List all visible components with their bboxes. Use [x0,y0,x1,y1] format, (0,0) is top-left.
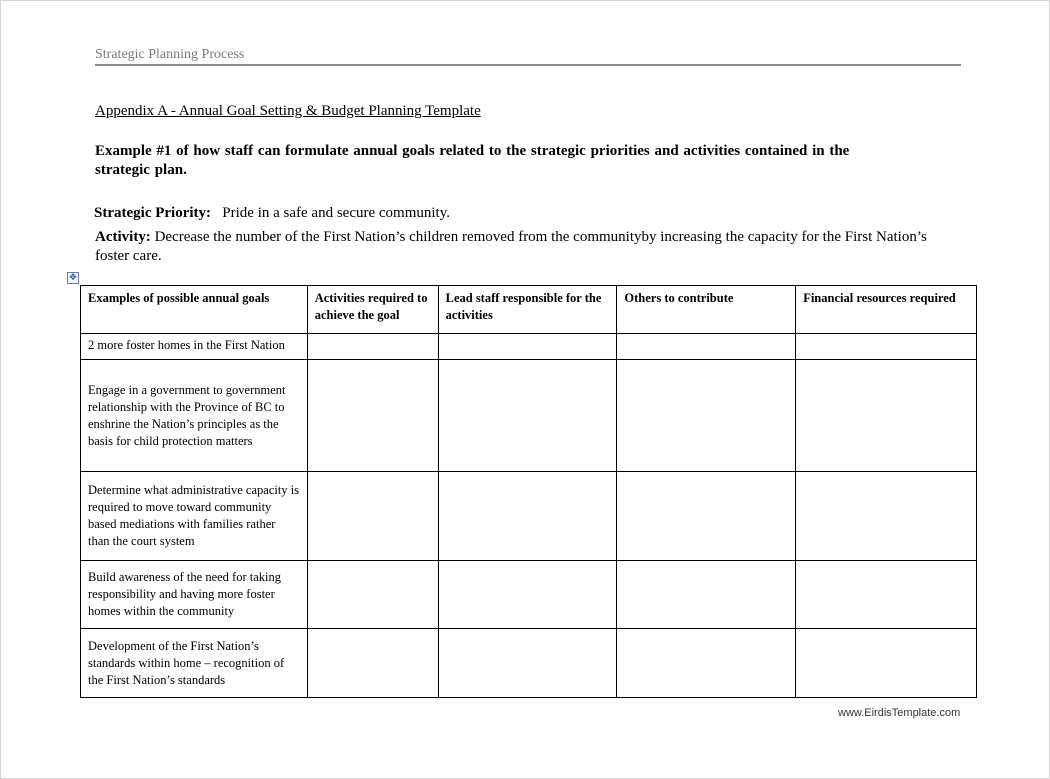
others-cell[interactable] [617,472,796,561]
financial-cell[interactable] [796,561,977,629]
activity [95,228,935,266]
footer-url: www.EirdisTemplate.com [838,707,961,719]
goal-cell[interactable]: Engage in a government to government relationship with the Province of BC to enshrine the Nation’s principles as the basis for child protection matters [81,360,308,472]
column-header-lead-staff: Lead staff responsible for the activities [438,286,617,334]
activities-cell[interactable] [307,472,438,561]
others-cell[interactable] [617,334,796,360]
column-header-activities: Activities required to achieve the goal [307,286,438,334]
others-cell[interactable] [617,561,796,629]
header-rule [95,64,961,66]
table-row [81,629,977,698]
activities-cell[interactable] [307,561,438,629]
table-row [81,360,977,472]
document-header-title: Strategic Planning Process [95,47,245,62]
financial-cell[interactable] [796,334,977,360]
goal-cell[interactable]: Build awareness of the need for taking responsibility and having more foster homes within the community [81,561,308,629]
column-header-goals: Examples of possible annual goals [81,286,308,334]
financial-cell[interactable] [796,360,977,472]
financial-cell[interactable] [796,472,977,561]
goal-cell[interactable]: Development of the First Nation’s standards within home – recognition of the First Nation’s standards [81,629,308,698]
activities-cell[interactable] [307,360,438,472]
activity-label: Activity: [95,229,151,245]
lead-staff-cell[interactable] [438,360,617,472]
table-move-handle-icon[interactable]: ✥ [67,272,79,284]
lead-staff-cell[interactable] [438,629,617,698]
example-heading: Example #1 of how staff can formulate annual goals related to the strategic priorities and activities contained in the strategic plan. [95,143,850,178]
others-cell[interactable] [617,360,796,472]
activities-cell[interactable] [307,334,438,360]
lead-staff-cell[interactable] [438,334,617,360]
goals-table [80,285,977,698]
table-row [81,334,977,360]
financial-cell[interactable] [796,629,977,698]
table-header-row [81,286,977,334]
table-row [81,472,977,561]
activities-cell[interactable] [307,629,438,698]
lead-staff-cell[interactable] [438,561,617,629]
strategic-priority-value: Pride in a safe and secure community. [222,205,450,221]
strategic-priority [94,205,450,222]
appendix-title: Appendix A - Annual Goal Setting & Budget Planning Template [95,103,481,119]
strategic-priority-label: Strategic Priority: [94,205,212,221]
column-header-others: Others to contribute [617,286,796,334]
activity-value: Decrease the number of the First Nation’s children removed from the communityby increasing the capacity for the First Nation’s foster care. [95,229,927,264]
column-header-financial: Financial resources required [796,286,977,334]
table-row [81,561,977,629]
others-cell[interactable] [617,629,796,698]
lead-staff-cell[interactable] [438,472,617,561]
goal-cell[interactable]: 2 more foster homes in the First Nation [81,334,308,360]
goal-cell[interactable]: Determine what administrative capacity is required to move toward community based mediations with families rather than the court system [81,472,308,561]
